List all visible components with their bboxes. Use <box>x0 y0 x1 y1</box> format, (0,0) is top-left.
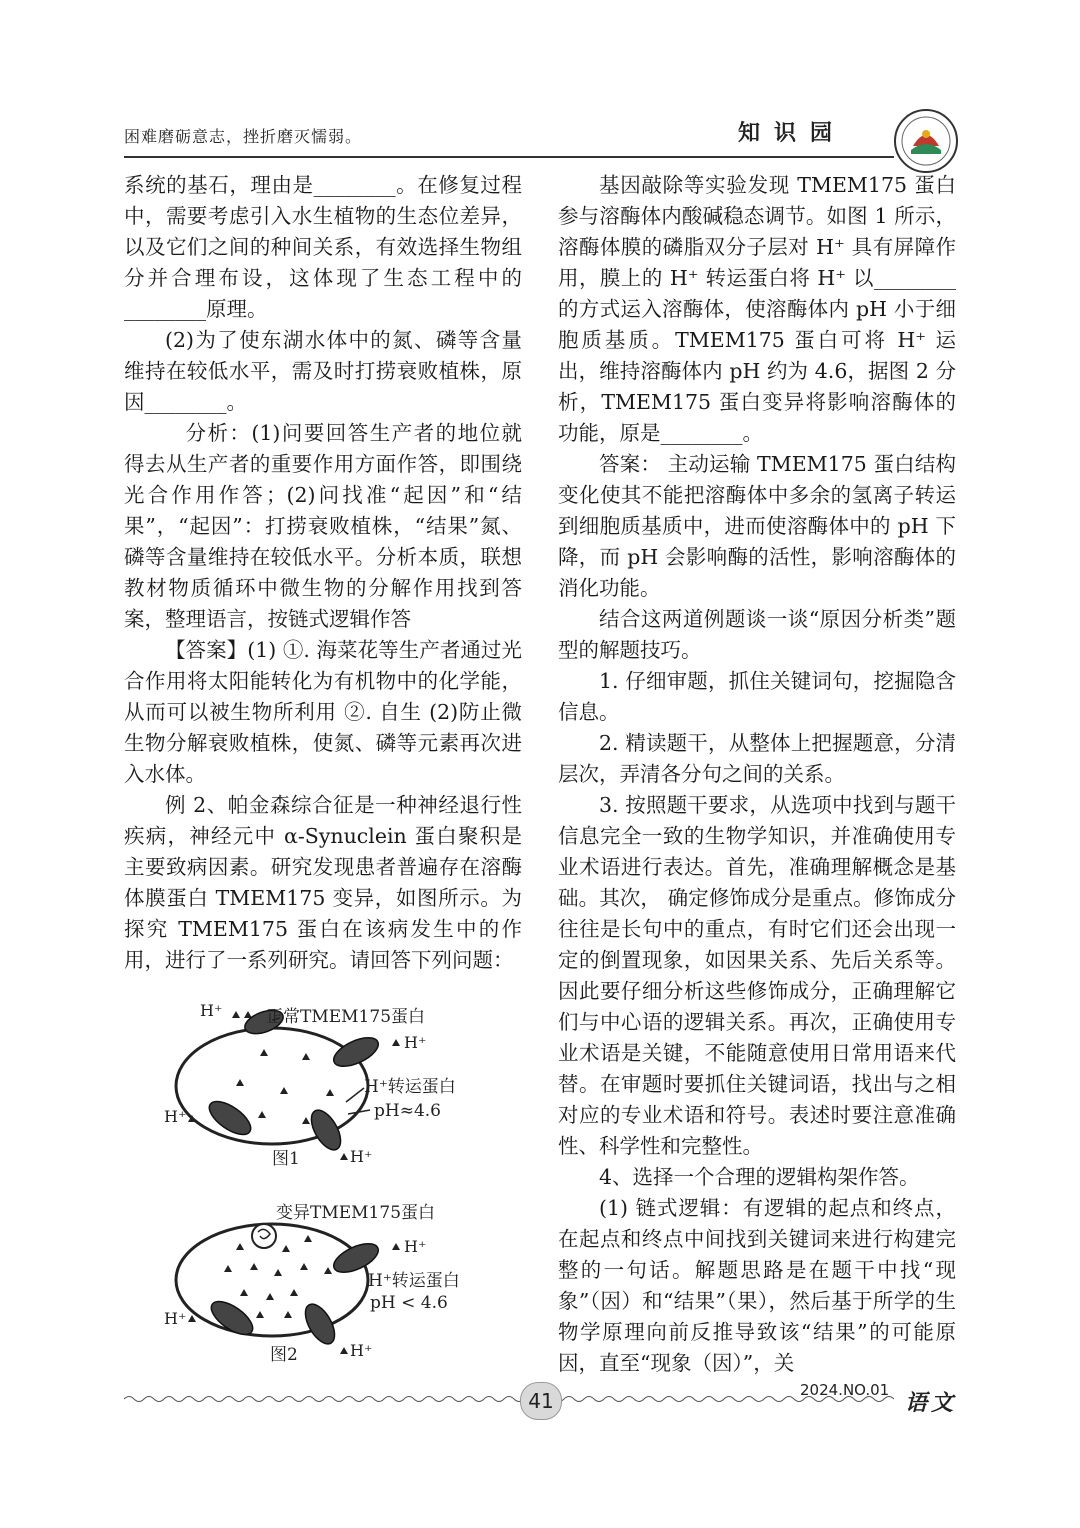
ph-label: pH≈4.6 <box>374 1101 441 1121</box>
protein-label: 正常TMEM175蛋白 <box>266 1007 426 1027</box>
h-ion-label: H⁺ <box>404 1033 427 1052</box>
header-divider <box>124 156 894 158</box>
h-ion-label: H⁺ <box>164 1309 187 1328</box>
answer-paragraph: 答案： 主动运输 TMEM175 蛋白结构变化使其不能把溶酶体中多余的氢离子转运到细胞质基质中，进而使溶酶体中的 pH 下降，而 pH 会影响酶的活性，影响溶酶体的消化功能。 <box>558 452 956 600</box>
figure-caption: 图2 <box>270 1345 298 1365</box>
footer-divider <box>124 1392 894 1406</box>
figure-caption: 图1 <box>272 1149 300 1169</box>
protein-label: 变异TMEM175蛋白 <box>276 1203 436 1223</box>
answer-paragraph: 【答案】(1) ①. 海菜花等生产者通过光合作用将太阳能转化为有机物中的化学能，从而可以被生物所利用 ②. 自生 (2)防止微生物分解衰败植株，使氮、磷等元素再次进入水体。 <box>124 638 522 786</box>
question-2: (2)为了使东湖水体中的氮、磷等含量维持在较低水平，需及时打捞衰败植株，原因________。 <box>124 328 522 414</box>
h-ion-label: H⁺ <box>350 1341 373 1360</box>
issue-number: 2024.NO.01 <box>800 1381 890 1399</box>
example-2-paragraph: 例 2、帕金森综合征是一种神经退行性疾病，神经元中 α-Synuclein 蛋白聚积是主要致病因素。研究发现患者普遍存在溶酶体膜蛋白 TMEM175 变异，如图所示。为探究 TMEM175 蛋白在该病发生中的作用，进行了一系列研究。请回答下列问题： <box>124 793 522 972</box>
h-ion-label: H⁺ <box>350 1147 373 1166</box>
h-ion-label: H⁺ <box>200 1001 223 1020</box>
paragraph: 基因敲除等实验发现 TMEM175 蛋白参与溶酶体内酸碱稳态调节。如图 1 所示，溶酶体膜的磷脂双分子层对 H⁺ 具有屏障作用，膜上的 H⁺ 转运蛋白将 H⁺ 以________的方式运入溶酶体，使溶酶体内 pH 小于细胞质基质。TMEM175 蛋白可将 H⁺ 运出，维持溶酶体内 pH 约为 4.6，据图 2 分析，TMEM175 蛋白变异将影响溶酶体的功能，原是________。 <box>558 173 956 445</box>
tip-item: (1) 链式逻辑：有逻辑的起点和终点，在起点和终点中间找到关键词来进行构建完整的一句话。解题思路是在题干中找“现象”（因）和“结果”（果），然后基于所学的生物学原理向前反推导致该“结果”的可能原因，直至“现象（因）”，关 <box>558 1196 956 1375</box>
right-column <box>558 170 956 1379</box>
section-title: 知识园 <box>738 120 847 146</box>
page-number: 41 <box>520 1382 562 1420</box>
header-motto: 困难磨砺意志，挫折磨灭懦弱。 <box>124 127 363 146</box>
tip-item: 1. 仔细审题，抓住关键词句，挖掘隐含信息。 <box>558 669 956 724</box>
paragraph: 结合这两道例题谈一谈“原因分析类”题型的解题技巧。 <box>558 607 956 662</box>
figure-1 <box>160 998 500 1174</box>
h-ion-label: H⁺ <box>404 1237 427 1256</box>
paragraph: 系统的基石，理由是________。在修复过程中，需要考虑引入水生植物的生态位差异，以及它们之间的种间关系，有效选择生物组分并合理布设，这体现了生态工程中的________原理。 <box>124 173 522 321</box>
h-ion-label: H⁺ <box>164 1107 187 1126</box>
transporter-label: H⁺转运蛋白 <box>364 1077 456 1097</box>
school-logo-icon <box>893 108 959 174</box>
left-column <box>124 170 522 976</box>
tip-item: 4、选择一个合理的逻辑构架作答。 <box>599 1165 920 1189</box>
figure-2 <box>160 1200 500 1370</box>
tip-item: 2. 精读题干，从整体上把握题意，分清层次，弄清各分句之间的关系。 <box>558 731 956 786</box>
analysis-paragraph: 分析：(1)问要回答生产者的地位就得去从生产者的重要作用方面作答，即围绕光合作用作答；(2)问找准“起因”和“结果”，“起因”：打捞衰败植株，“结果”氮、磷等含量维持在较低水平。分析本质，联想教材物质循环中微生物的分解作用找到答案，整理语言，按链式逻辑作答 <box>124 421 522 631</box>
magazine-brand: 语文 <box>905 1390 958 1416</box>
ph-label: pH < 4.6 <box>370 1293 448 1313</box>
transporter-label: H⁺转运蛋白 <box>368 1271 460 1291</box>
tip-item: 3. 按照题干要求，从选项中找到与题干信息完全一致的生物学知识，并准确使用专业术语进行表达。首先，准确理解概念是基础。其次， 确定修饰成分是重点。修饰成分往往是长句中的重点，有时它们还会出现一定的倒置现象，如因果关系、先后关系等。因此要仔细分析这些修饰成分，正确理解它们与中心语的逻辑关系。再次，正确使用专业术语是关键，不能随意使用日常用语来代替。在审题时要抓住关键词语，找出与之相对应的专业术语和符号。表述时要注意准确性、科学性和完整性。 <box>558 793 956 1158</box>
